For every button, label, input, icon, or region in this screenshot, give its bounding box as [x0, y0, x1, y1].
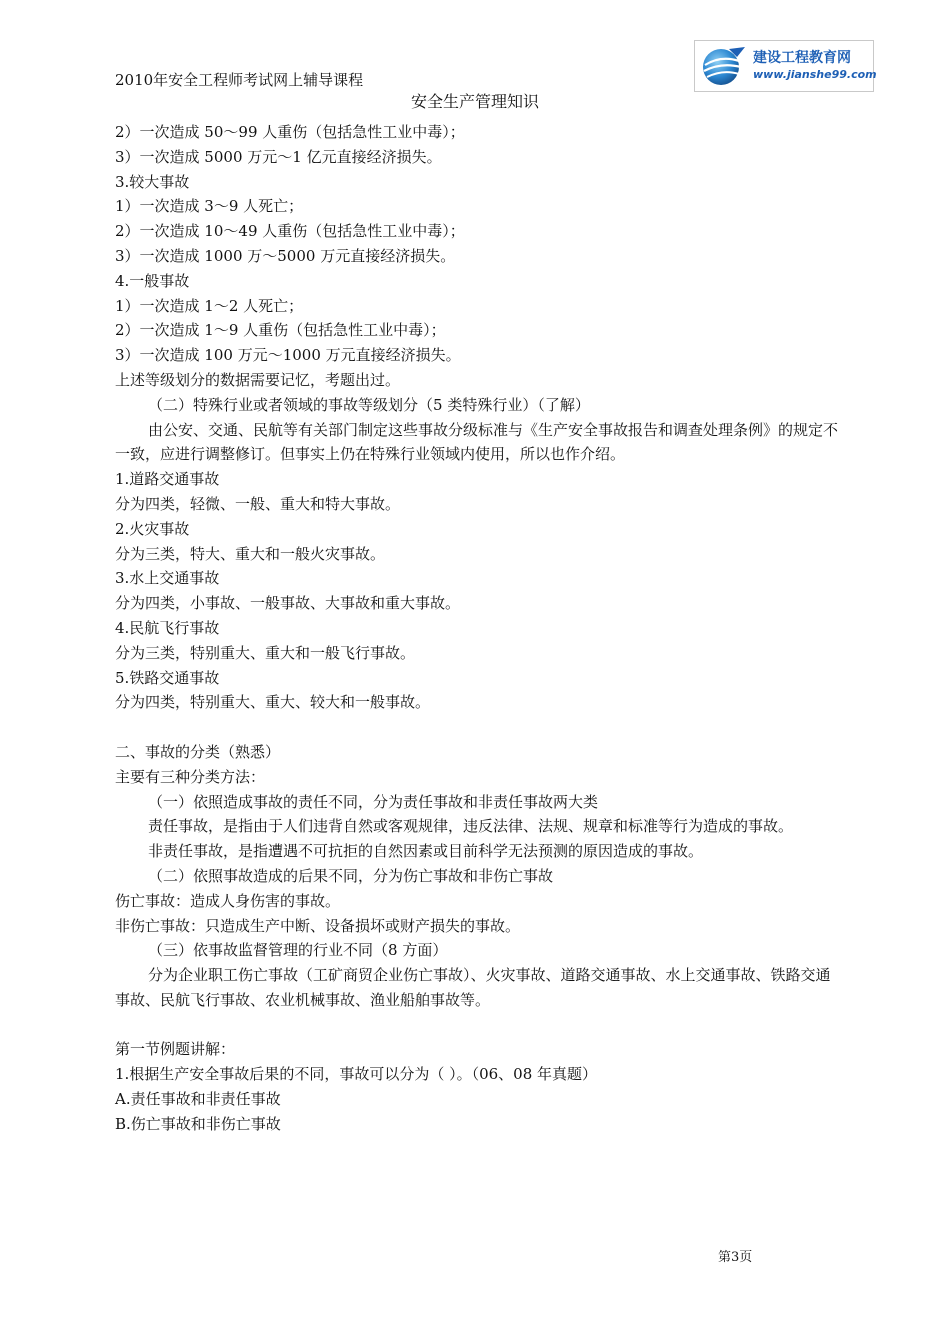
paragraph: 二、事故的分类（熟悉） — [115, 742, 281, 761]
paragraph: （二）依照事故造成的后果不同，分为伤亡事故和非伤亡事故 — [148, 866, 554, 885]
paragraph: 1.道路交通事故 — [115, 470, 220, 489]
blank-line — [115, 715, 839, 740]
paragraph: A.责任事故和非责任事故 — [115, 1090, 281, 1109]
page-number: 第3页 — [718, 1250, 753, 1265]
document-body — [115, 120, 839, 1137]
course-header: 2010年安全工程师考试网上辅导课程 — [115, 71, 364, 89]
paragraph: 分为四类，特别重大、重大、较大和一般事故。 — [115, 693, 431, 712]
paragraph: 责任事故，是指由于人们违背自然或客观规律，违反法律、法规、规章和标准等行为造成的事故。 — [148, 817, 794, 836]
paragraph: 2）一次造成 10～49 人重伤（包括急性工业中毒）； — [115, 222, 465, 241]
globe-logo-icon — [699, 45, 749, 87]
paragraph: （三）依事故监督管理的行业不同（8 方面） — [148, 941, 448, 960]
paragraph: 1）一次造成 3～9 人死亡； — [115, 197, 304, 216]
paragraph: 分为企业职工伤亡事故（工矿商贸企业伤亡事故）、火灾事故、道路交通事故、水上交通事故、铁路交通事故、民航飞行事故、农业机械事故、渔业船舶事故等。 — [115, 966, 831, 1009]
paragraph: 伤亡事故：造成人身伤害的事故。 — [115, 891, 341, 910]
blank-line — [115, 1013, 839, 1038]
paragraph: （二）特殊行业或者领域的事故等级划分（5 类特殊行业）（了解） — [148, 395, 590, 414]
logo-name: 建设工程教育网 — [753, 50, 851, 66]
paragraph: 2）一次造成 50～99 人重伤（包括急性工业中毒）； — [115, 123, 465, 141]
paragraph: 主要有三种分类方法： — [115, 767, 266, 786]
paragraph: 2.火灾事故 — [115, 519, 190, 538]
logo-url: www.jianshe99.com — [753, 68, 877, 81]
paragraph: 第一节例题讲解： — [115, 1040, 236, 1059]
subject-title: 安全生产管理知识 — [410, 92, 539, 111]
paragraph: B.伤亡事故和非伤亡事故 — [115, 1114, 281, 1133]
paragraph: 1.根据生产安全事故后果的不同，事故可以分为（ ）。（06、08 年真题） — [115, 1065, 598, 1084]
paragraph: 分为四类，轻微、一般、重大和特大事故。 — [115, 494, 401, 513]
paragraph: 1）一次造成 1～2 人死亡； — [115, 296, 304, 315]
site-logo[interactable] — [694, 40, 877, 92]
paragraph: 3）一次造成 5000 万元～1 亿元直接经济损失。 — [115, 147, 442, 166]
paragraph: 由公安、交通、民航等有关部门制定这些事故分级标准与《生产安全事故报告和调查处理条例》的规定不一致，应进行调整修订。但事实上仍在特殊行业领域内使用，所以也作介绍。 — [115, 420, 839, 464]
paragraph: 4.一般事故 — [115, 271, 190, 290]
paragraph: 4.民航飞行事故 — [115, 618, 220, 637]
paragraph: 分为四类，小事故、一般事故、大事故和重大事故。 — [115, 594, 461, 613]
paragraph: 非伤亡事故：只造成生产中断、设备损坏或财产损失的事故。 — [115, 916, 521, 935]
paragraph: 2）一次造成 1～9 人重伤（包括急性工业中毒）； — [115, 321, 446, 340]
paragraph: 3）一次造成 100 万元～1000 万元直接经济损失。 — [115, 346, 461, 365]
paragraph: 上述等级划分的数据需要记忆，考题出过。 — [115, 370, 401, 389]
paragraph: 分为三类，特别重大、重大和一般飞行事故。 — [115, 643, 416, 662]
paragraph: 3）一次造成 1000 万～5000 万元直接经济损失。 — [115, 246, 456, 265]
paragraph: 非责任事故，是指遭遇不可抗拒的自然因素或目前科学无法预测的原因造成的事故。 — [148, 842, 704, 861]
paragraph: 分为三类，特大、重大和一般火灾事故。 — [115, 544, 386, 563]
paragraph: 3.水上交通事故 — [115, 569, 220, 588]
paragraph: 3.较大事故 — [115, 172, 190, 191]
paragraph: 5.铁路交通事故 — [115, 668, 220, 687]
paragraph: （一）依照造成事故的责任不同，分为责任事故和非责任事故两大类 — [148, 792, 599, 811]
